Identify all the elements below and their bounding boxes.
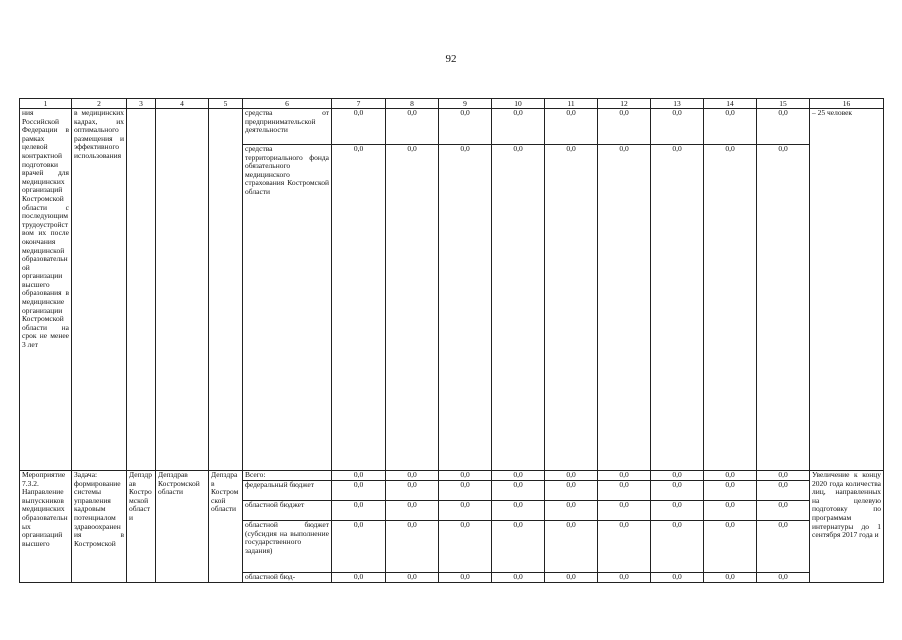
value-cell: 0,0 bbox=[439, 481, 492, 501]
value-cell: 0,0 bbox=[386, 573, 439, 583]
value-cell: 0,0 bbox=[651, 481, 704, 501]
value-cell: 0,0 bbox=[757, 573, 810, 583]
value-cell: 0,0 bbox=[492, 521, 545, 573]
funding-source-cell: областной бюджет bbox=[243, 501, 332, 521]
value-cell: 0,0 bbox=[332, 501, 386, 521]
header-cell: 14 bbox=[704, 99, 757, 109]
table-row bbox=[20, 471, 884, 481]
value-cell: 0,0 bbox=[492, 573, 545, 583]
funding-source-cell: средства от предпринимательской деятельности bbox=[243, 109, 332, 145]
responsible-cell bbox=[127, 109, 156, 471]
goal-cell: в медицинских кадрах, их оптимального размещения и эффективного использования bbox=[72, 109, 127, 471]
value-cell: 0,0 bbox=[386, 109, 439, 145]
value-cell: 0,0 bbox=[598, 481, 651, 501]
header-cell: 9 bbox=[439, 99, 492, 109]
funding-source-cell: федеральный бюджет bbox=[243, 481, 332, 501]
value-cell: 0,0 bbox=[704, 481, 757, 501]
value-cell: 0,0 bbox=[757, 501, 810, 521]
measure-name-cell: Мероприятие 7.3.2. Направление выпускников медицинских образовательных организаций высшего bbox=[20, 471, 72, 583]
expected-result-cell: Увеличение к концу 2020 года количества лиц, направленных на целевую подготовку по программам интернатуры до 1 сентября 2017 года и bbox=[810, 471, 884, 583]
header-cell: 8 bbox=[386, 99, 439, 109]
value-cell: 0,0 bbox=[332, 481, 386, 501]
value-cell: 0,0 bbox=[386, 481, 439, 501]
funding-source-cell: областной бюджет (субсидия на выполнение государственного задания) bbox=[243, 521, 332, 573]
header-cell: 5 bbox=[209, 99, 243, 109]
value-cell: 0,0 bbox=[598, 109, 651, 145]
value-cell: 0,0 bbox=[439, 573, 492, 583]
budget-table bbox=[19, 98, 884, 583]
expected-result-cell: – 25 человек bbox=[810, 109, 884, 471]
value-cell: 0,0 bbox=[757, 471, 810, 481]
value-cell: 0,0 bbox=[386, 501, 439, 521]
value-cell: 0,0 bbox=[545, 501, 598, 521]
header-cell: 12 bbox=[598, 99, 651, 109]
header-cell: 10 bbox=[492, 99, 545, 109]
goal-cell: Задача: формирование системы управления кадровым потенциалом здравоохранения в Костромской bbox=[72, 471, 127, 583]
header-cell: 13 bbox=[651, 99, 704, 109]
value-cell: 0,0 bbox=[545, 481, 598, 501]
value-cell: 0,0 bbox=[598, 501, 651, 521]
value-cell: 0,0 bbox=[545, 573, 598, 583]
value-cell: 0,0 bbox=[386, 521, 439, 573]
header-cell: 15 bbox=[757, 99, 810, 109]
header-cell: 7 bbox=[332, 99, 386, 109]
value-cell: 0,0 bbox=[332, 573, 386, 583]
coexecutor-cell bbox=[156, 109, 209, 471]
value-cell: 0,0 bbox=[704, 471, 757, 481]
value-cell: 0,0 bbox=[492, 471, 545, 481]
coexecutor-cell: Депздрав Костромской области bbox=[156, 471, 209, 583]
page-number: 92 bbox=[445, 53, 457, 65]
header-cell: 11 bbox=[545, 99, 598, 109]
value-cell: 0,0 bbox=[332, 471, 386, 481]
header-cell: 2 bbox=[72, 99, 127, 109]
customer-cell bbox=[209, 109, 243, 471]
table-row bbox=[20, 109, 884, 145]
measure-name-cell: ния Российской Федерации в рамках целевой контрактной подготовки врачей для медицинских организаций Костромской области с последующим трудоустройством их после окончания медицинской образовательной организации высшего образования в медицинские организации Костромской области на срок не менее 3 лет bbox=[20, 109, 72, 471]
value-cell: 0,0 bbox=[545, 521, 598, 573]
value-cell: 0,0 bbox=[439, 521, 492, 573]
value-cell: 0,0 bbox=[757, 481, 810, 501]
value-cell: 0,0 bbox=[704, 145, 757, 471]
value-cell: 0,0 bbox=[598, 573, 651, 583]
value-cell: 0,0 bbox=[386, 471, 439, 481]
value-cell: 0,0 bbox=[598, 521, 651, 573]
value-cell: 0,0 bbox=[651, 573, 704, 583]
value-cell: 0,0 bbox=[651, 471, 704, 481]
header-cell: 16 bbox=[810, 99, 884, 109]
value-cell: 0,0 bbox=[598, 145, 651, 471]
value-cell: 0,0 bbox=[439, 471, 492, 481]
value-cell: 0,0 bbox=[704, 501, 757, 521]
value-cell: 0,0 bbox=[651, 145, 704, 471]
value-cell: 0,0 bbox=[439, 145, 492, 471]
header-cell: 3 bbox=[127, 99, 156, 109]
value-cell: 0,0 bbox=[492, 145, 545, 471]
value-cell: 0,0 bbox=[651, 109, 704, 145]
value-cell: 0,0 bbox=[492, 481, 545, 501]
value-cell: 0,0 bbox=[332, 145, 386, 471]
value-cell: 0,0 bbox=[598, 471, 651, 481]
value-cell: 0,0 bbox=[704, 573, 757, 583]
value-cell: 0,0 bbox=[492, 109, 545, 145]
value-cell: 0,0 bbox=[757, 521, 810, 573]
value-cell: 0,0 bbox=[704, 109, 757, 145]
value-cell: 0,0 bbox=[545, 145, 598, 471]
funding-source-cell: областной бюд- bbox=[243, 573, 332, 583]
responsible-cell: Депздрав Костромской области bbox=[127, 471, 156, 583]
funding-source-cell: средства территориального фонда обязательного медицинского страхования Костромской области bbox=[243, 145, 332, 471]
funding-source-cell: Всего: bbox=[243, 471, 332, 481]
header-cell: 6 bbox=[243, 99, 332, 109]
value-cell: 0,0 bbox=[439, 109, 492, 145]
value-cell: 0,0 bbox=[704, 521, 757, 573]
value-cell: 0,0 bbox=[545, 471, 598, 481]
value-cell: 0,0 bbox=[386, 145, 439, 471]
value-cell: 0,0 bbox=[757, 109, 810, 145]
value-cell: 0,0 bbox=[492, 501, 545, 521]
header-cell: 4 bbox=[156, 99, 209, 109]
value-cell: 0,0 bbox=[332, 521, 386, 573]
header-cell: 1 bbox=[20, 99, 72, 109]
value-cell: 0,0 bbox=[757, 145, 810, 471]
value-cell: 0,0 bbox=[439, 501, 492, 521]
value-cell: 0,0 bbox=[651, 501, 704, 521]
customer-cell: Депздрав Костромской области bbox=[209, 471, 243, 583]
header-row bbox=[20, 99, 884, 109]
value-cell: 0,0 bbox=[651, 521, 704, 573]
value-cell: 0,0 bbox=[332, 109, 386, 145]
value-cell: 0,0 bbox=[545, 109, 598, 145]
